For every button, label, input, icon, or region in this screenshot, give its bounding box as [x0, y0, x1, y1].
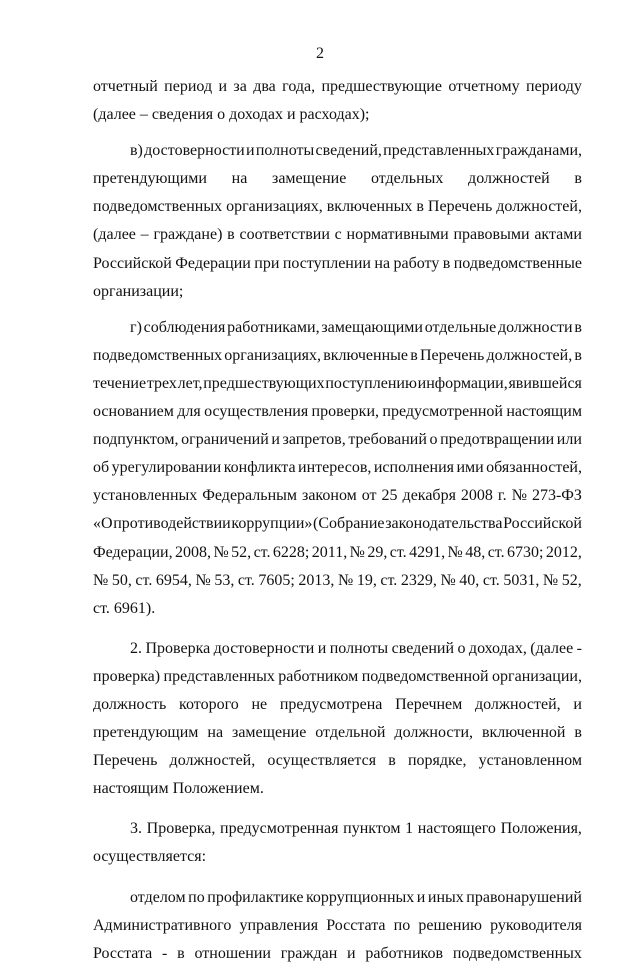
text-line: в) достоверности и полноты сведений, представленных гражданами,: [130, 142, 582, 160]
text-line: г) соблюдения работниками, замещающими отдельные должности в: [130, 318, 582, 336]
text-line: Перечень должностей, осуществляется в порядке, установленном: [93, 752, 582, 770]
text-line: подведомственных организациях, включенные в Перечень должностей, в: [93, 346, 582, 364]
paragraph-department: [93, 884, 582, 968]
text-line: 3. Проверка, предусмотренная пунктом 1 настоящего Положения,: [130, 820, 582, 838]
text-line: (далее – граждане) в соответствии с нормативными правовыми актами: [93, 226, 582, 244]
text-line: течение трех лет, предшествующих поступлению информации, явившейся: [93, 374, 582, 392]
text-line: претендующими на замещение отдельных должностей в: [93, 170, 582, 188]
page-number: 2: [316, 45, 324, 62]
text-line: Росстата - в отношении граждан и работников подведомственных: [93, 944, 582, 962]
text-line: осуществляется:: [93, 848, 207, 866]
text-line: претендующим на замещение отдельной должности, включенной в: [93, 724, 582, 742]
text-line: об урегулировании конфликта интересов, исполнения ими обязанностей,: [93, 459, 582, 477]
text-line: Федерации, 2008, № 52, ст. 6228; 2011, № 29, ст. 4291, № 48, ст. 6730; 2012,: [93, 543, 582, 561]
paragraph-item-v: [93, 137, 582, 306]
text-line: Российской Федерации при поступлении на работу в подведомственные: [93, 254, 582, 272]
text-line: подведомственных организациях, включенных в Перечень должностей,: [93, 198, 582, 216]
text-line: основанием для осуществления проверки, предусмотренной настоящим: [93, 403, 582, 421]
paragraph-point-3: [93, 815, 582, 871]
paragraph-point-2: [93, 635, 582, 804]
text-line: Административного управления Росстата по решению руководителя: [93, 916, 582, 934]
text-line: установленных Федеральным законом от 25 декабря 2008 г. № 273-ФЗ: [93, 487, 582, 505]
paragraph-item-g: [93, 314, 582, 623]
text-line: отчетный период и за два года, предшествующие отчетному периоду: [93, 78, 582, 95]
text-line: проверка) представленных работником подведомственной организации,: [93, 667, 582, 685]
document-body: [93, 73, 582, 968]
text-line: отделом по профилактике коррупционных и иных правонарушений: [130, 888, 582, 906]
text-line: (далее – сведения о доходах и расходах);: [93, 106, 370, 124]
text-line: настоящим Положением.: [93, 780, 264, 798]
text-line: организации;: [93, 282, 184, 300]
text-line: ст. 6961).: [93, 599, 156, 617]
text-line: № 50, ст. 6954, № 53, ст. 7605; 2013, № 19, ст. 2329, № 40, ст. 5031, № 52,: [93, 571, 582, 589]
paragraph-continuation: [93, 73, 582, 129]
text-line: 2. Проверка достоверности и полноты сведений о доходах, (далее -: [130, 639, 582, 657]
text-line: «О противодействии коррупции» (Собрание законодательства Российской: [93, 515, 582, 533]
text-line: подпунктом, ограничений и запретов, требований о предотвращении или: [93, 431, 582, 449]
text-line: должность которого не предусмотрена Перечнем должностей, и: [93, 695, 582, 713]
